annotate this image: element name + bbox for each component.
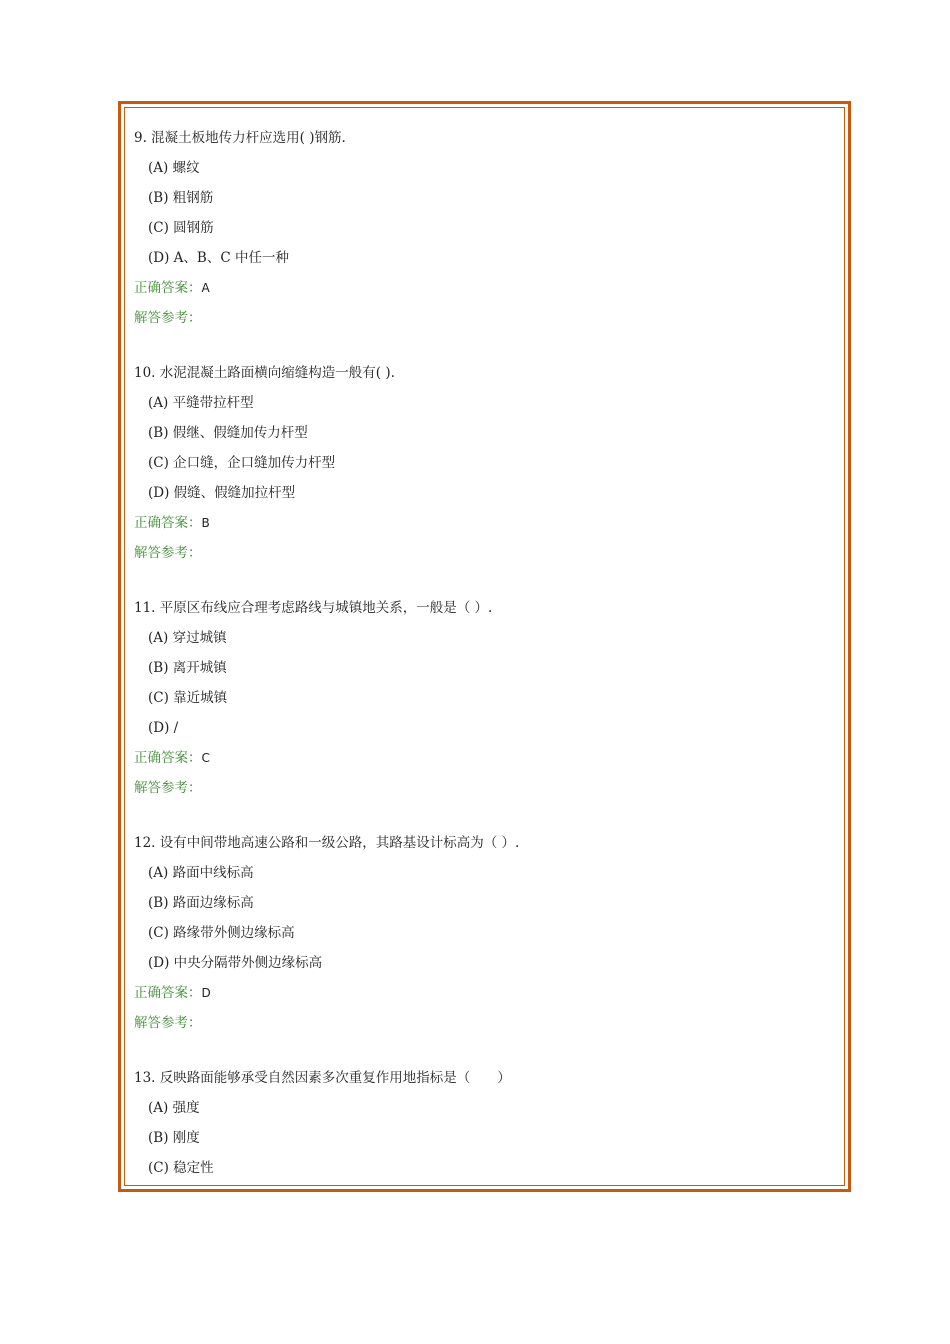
reference-label: 解答参考： [134,1015,202,1031]
option-a: (A) 强度 [148,1100,200,1116]
question-title: 9. 混凝土板地传力杆应选用( )钢筋. [134,130,346,146]
option-c: (C) 企口缝，企口缝加传力杆型 [148,455,336,471]
question-9 [134,123,834,333]
option-b: (B) 粗钢筋 [148,190,214,206]
option-a: (A) 螺纹 [148,160,200,176]
option-a: (A) 路面中线标高 [148,865,254,881]
option-d: (D) 中央分隔带外侧边缘标高 [148,955,323,971]
question-11 [134,593,834,803]
reference-label: 解答参考： [134,545,202,561]
question-list [134,123,834,1183]
option-d: (D) 假缝、假缝加拉杆型 [148,485,296,501]
answer-label: 正确答案： [134,750,202,766]
reference-label: 解答参考： [134,310,202,326]
option-a: (A) 平缝带拉杆型 [148,395,254,411]
answer-label: 正确答案： [134,280,202,296]
option-b: (B) 离开城镇 [148,660,227,676]
answer-line [134,978,834,1008]
option-b: (B) 刚度 [148,1130,200,1146]
answer-value: A [201,281,210,295]
option-c: (C) 圆钢筋 [148,220,214,236]
answer-line [134,508,834,538]
answer-line [134,743,834,773]
option-d: (D) / [148,720,179,736]
answer-label: 正确答案： [134,985,202,1001]
question-title: 10. 水泥混凝土路面横向缩缝构造一般有( ). [134,365,395,381]
question-title: 13. 反映路面能够承受自然因素多次重复作用地指标是（ ） [134,1070,511,1086]
option-b: (B) 假继、假缝加传力杆型 [148,425,308,441]
option-c: (C) 稳定性 [148,1160,214,1176]
option-d: (D) A、B、C 中任一种 [148,250,289,266]
answer-label: 正确答案： [134,515,202,531]
option-c: (C) 靠近城镇 [148,690,228,706]
question-title: 11. 平原区布线应合理考虑路线与城镇地关系，一般是（ ）. [134,600,493,616]
answer-value: B [201,516,210,530]
option-b: (B) 路面边缘标高 [148,895,254,911]
question-12 [134,828,834,1038]
reference-label: 解答参考： [134,780,202,796]
answer-value: C [201,751,210,765]
question-13 [134,1063,834,1183]
option-c: (C) 路缘带外侧边缘标高 [148,925,295,941]
question-title: 12. 设有中间带地高速公路和一级公路，其路基设计标高为（ ）. [134,835,520,851]
question-10 [134,358,834,568]
option-a: (A) 穿过城镇 [148,630,227,646]
answer-line [134,273,834,303]
answer-value: D [201,986,211,1000]
